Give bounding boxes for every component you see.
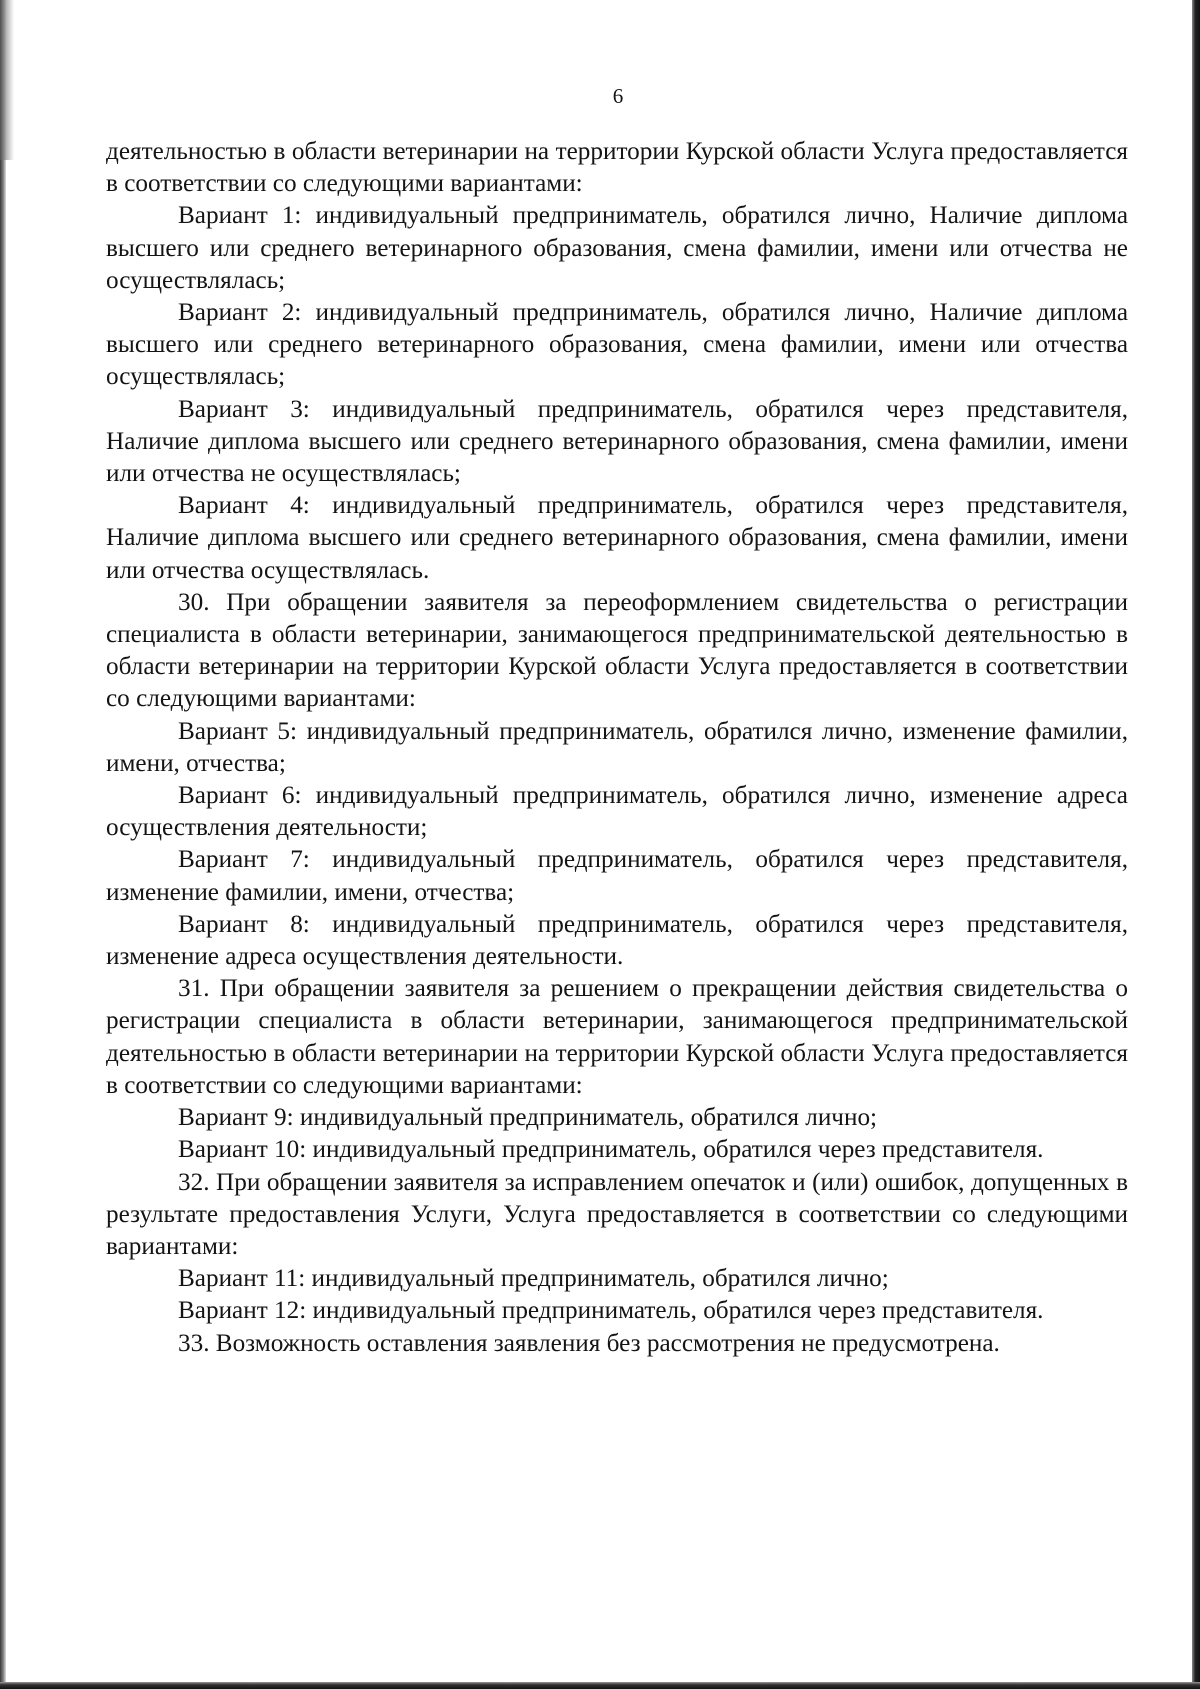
page-number: 6 bbox=[612, 84, 624, 108]
document-body bbox=[106, 136, 1128, 1360]
paragraph-continuation: деятельностью в области ветеринарии на территории Курской области Услуга предоставляется в соответствии со следующими вариантами: bbox=[106, 138, 1128, 198]
paragraph-variant-6: Вариант 6: индивидуальный предприниматель, обратился лично, изменение адреса осуществления деятельности; bbox=[106, 782, 1128, 842]
paragraph-item-33: 33. Возможность оставления заявления без рассмотрения не предусмотрена. bbox=[178, 1329, 1000, 1357]
paragraph-item-32: 32. При обращении заявителя за исправлением опечаток и (или) ошибок, допущенных в результате предоставления Услуги, Услуга предоставляется в соответствии со следующими вариантами: bbox=[106, 1168, 1128, 1260]
paragraph-variant-7: Вариант 7: индивидуальный предприниматель, обратился через представителя, изменение фамилии, имени, отчества; bbox=[106, 846, 1128, 906]
paragraph-variant-8: Вариант 8: индивидуальный предприниматель, обратился через представителя, изменение адреса осуществления деятельности. bbox=[106, 910, 1128, 971]
paragraph-variant-5: Вариант 5: индивидуальный предприниматель, обратился лично, изменение фамилии, имени, отчества; bbox=[106, 717, 1128, 777]
paragraph-variant-4: Вариант 4: индивидуальный предприниматель, обратился через представителя, Наличие диплома высшего или среднего ветеринарного образования, смена фамилии, имени или отчества осуществлялась. bbox=[106, 492, 1128, 584]
paragraph-variant-9: Вариант 9: индивидуальный предприниматель, обратился лично; bbox=[178, 1104, 878, 1132]
scan-edge-left-shadow bbox=[0, 0, 14, 160]
paragraph-variant-3: Вариант 3: индивидуальный предприниматель, обратился через представителя, Наличие диплома высшего или среднего ветеринарного образования, смена фамилии, имени или отчества не осуществлялась; bbox=[106, 395, 1128, 488]
paragraph-variant-10: Вариант 10: индивидуальный предприниматель, обратился через представителя. bbox=[178, 1136, 1044, 1164]
scan-edge-bottom bbox=[0, 1682, 1200, 1689]
scan-edge-right bbox=[1192, 0, 1200, 1689]
paragraph-variant-1: Вариант 1: индивидуальный предприниматель, обратился лично, Наличие диплома высшего или среднего ветеринарного образования, смена фамилии, имени или отчества не осуществлялась; bbox=[106, 202, 1128, 294]
paragraph-variant-11: Вариант 11: индивидуальный предприниматель, обратился лично; bbox=[178, 1265, 889, 1293]
scan-edge-left bbox=[0, 0, 6, 1689]
paragraph-variant-2: Вариант 2: индивидуальный предприниматель, обратился лично, Наличие диплома высшего или среднего ветеринарного образования, смена фамилии, имени или отчества осуществлялась; bbox=[106, 299, 1128, 391]
paragraph-variant-12: Вариант 12: индивидуальный предприниматель, обратился через представителя. bbox=[178, 1297, 1044, 1325]
paragraph-item-31: 31. При обращении заявителя за решением о прекращении действия свидетельства о регистрации специалиста в области ветеринарии, занимающегося предпринимательской деятельностью в области ветеринарии на территории Курской области Услуга предоставляется в соответствии со следующими вариантами: bbox=[106, 975, 1128, 1099]
paragraph-item-30: 30. При обращении заявителя за переоформлением свидетельства о регистрации специалиста в области ветеринарии, занимающегося предпринимательской деятельностью в области ветеринарии на территории Курской области Услуга предоставляется в соответствии со следующими вариантами: bbox=[106, 588, 1128, 713]
